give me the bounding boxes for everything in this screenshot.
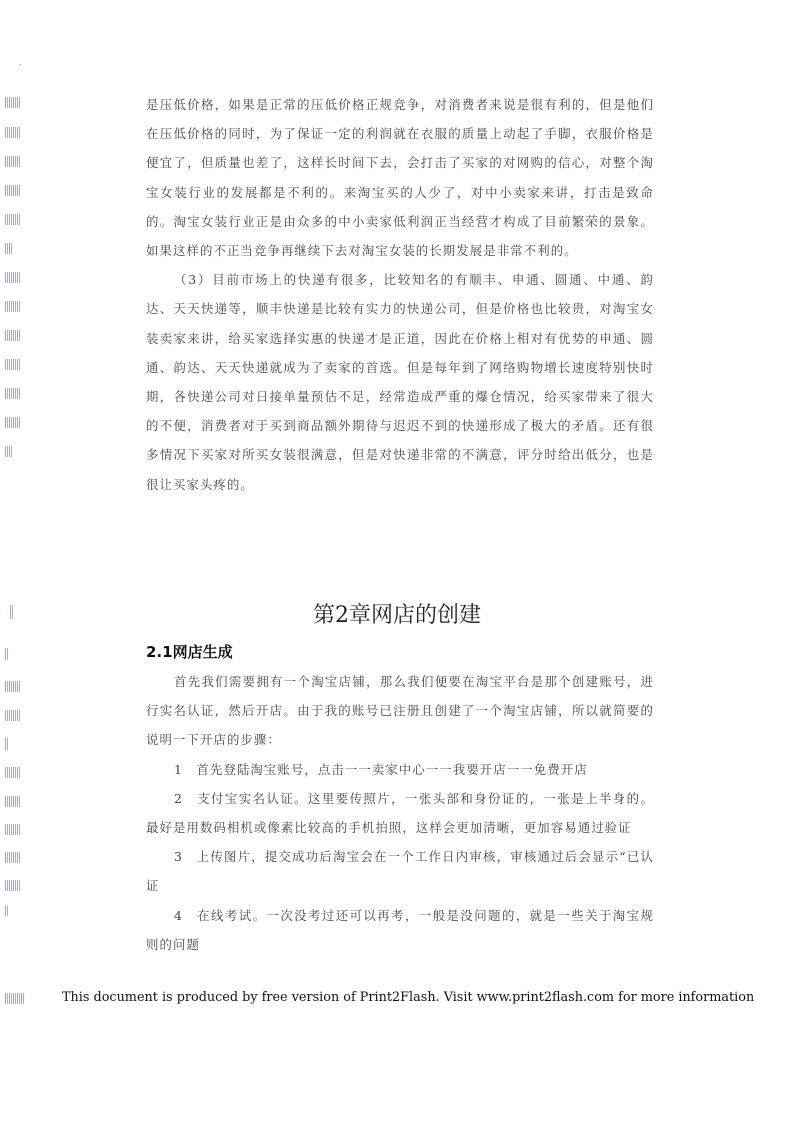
margin-mark: [5, 97, 21, 108]
margin-mark: [5, 648, 8, 660]
margin-mark: [5, 417, 21, 428]
paragraph: 首先我们需要拥有一个淘宝店铺，那么我们便要在淘宝平台是那个创建账号，进行实名认证，然后开店。由于我的账号已注册且创建了一个淘宝店铺，所以就简要的说明一下开店的步骤：: [146, 674, 654, 748]
margin-mark: [5, 185, 21, 196]
margin-mark: [5, 880, 21, 891]
margin-mark: [5, 330, 21, 341]
margin-mark: [5, 127, 21, 138]
margin-mark: [5, 738, 8, 750]
margin-mark: [5, 767, 21, 778]
watermark-footer: This document is produced by free version of Print2Flash. Visit www.print2flash.com for more information: [62, 990, 755, 1005]
margin-mark: [5, 243, 13, 254]
step-item: 1 首先登陆淘宝账号，点击一一卖家中心一一我要开店一一免费开店: [174, 761, 588, 777]
step-item: 3 上传图片，提交成功后淘宝会在一个工作日内审核，审核通过后会显示“已认证: [146, 849, 654, 894]
body-text-lower: [146, 667, 654, 959]
margin-artifacts: [0, 0, 30, 1123]
margin-mark: [5, 852, 21, 863]
body-text-upper: [146, 90, 654, 499]
step-item: 4 在线考试。一次没考过还可以再考，一般是没问题的，就是一些关于淘宝规则的问题: [146, 907, 654, 952]
step-item: 2 支付宝实名认证。这里要传照片，一张头部和身份证的，一张是上半身的。最好是用数码相机或像素比较高的手机拍照，这样会更加清晰，更加容易通过验证: [146, 790, 654, 836]
paragraph: （3）目前市场上的快递有很多，比较知名的有顺丰、申通、圆通、中通、韵达、天天快递等，顺丰快递是比较有实力的快递公司，但是价格也比较贵，对淘宝女装卖家来讲，给买家选择实惠的快递才是正道，因此在价格上相对有优势的申通、圆通、韵达、天天快递就成为了卖家的首选。但是每年到了网络购物增长速度特别快时期，各快递公司对日接单量预估不足，经常造成严重的爆仓情况，给买家带来了很大的不便，消费者对于买到商品额外期待与迟迟不到的快递形成了极大的矛盾。还有很多情况下买家对所买女装很满意，但是对快递非常的不满意，评分时给出低分，也是很让买家头疼的。: [146, 272, 654, 492]
margin-mark: [5, 796, 21, 807]
margin-mark: [5, 301, 21, 312]
margin-mark: [5, 214, 21, 225]
paragraph: 是压低价格，如果是正常的压低价格正规竞争，对消费者来说是很有利的，但是他们在压低价格的同时，为了保证一定的利润就在衣服的质量上动起了手脚，衣服价格是便宜了，但质量也差了，这样长时间下去，会打击了买家的对网购的信心，对整个淘宝女装行业的发展都是不利的。来淘宝买的人少了，对中小卖家来讲，打击是致命的。淘宝女装行业正是由众多的中小卖家低利润正当经营才构成了目前繁荣的景象。如果这样的不正当竞争再继续下去对淘宝女装的长期发展是非常不利的。: [146, 97, 654, 259]
margin-mark: [5, 993, 25, 1004]
chapter-title: 第2章网店的创建: [313, 603, 481, 628]
margin-mark: [5, 388, 21, 399]
margin-mark: [5, 906, 8, 916]
margin-mark: [5, 681, 21, 692]
margin-mark: [5, 272, 21, 283]
section-title: 2.1网店生成: [146, 643, 233, 661]
corner-dot: [20, 64, 21, 65]
margin-mark: [5, 359, 21, 370]
margin-mark: [5, 824, 21, 835]
margin-mark: [5, 156, 21, 167]
margin-mark: [5, 446, 13, 457]
margin-mark: [5, 710, 21, 721]
